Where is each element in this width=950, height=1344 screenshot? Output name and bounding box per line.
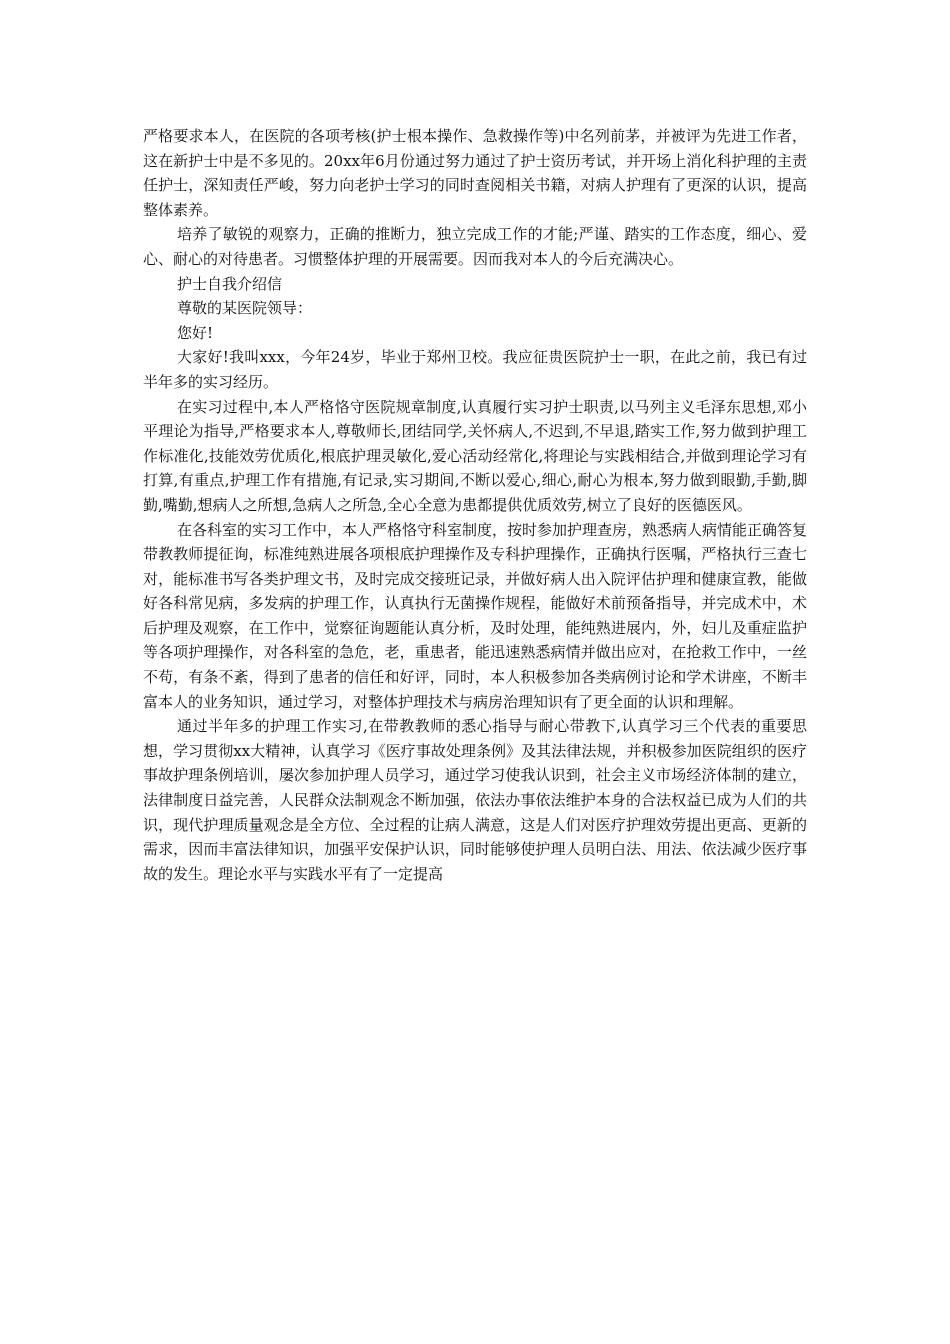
section-title: 护士自我介绍信	[177, 274, 283, 293]
paragraph-introduction: 大家好!我叫xxx，今年24岁，毕业于郑州卫校。我应征贵医院护士一职，在此之前，我已有过半年多的实习经历。	[143, 348, 807, 391]
paragraph-department-work: 在各科室的实习工作中，本人严格恪守科室制度，按时参加护理查房，熟悉病人病情能正确答复带教教师提征询，标准纯熟进展各项根底护理操作及专科护理操作，正确执行医嘱，严格执行三查七对，能标准书写各类护理文书，及时完成交接班记录，并做好病人出入院评估护理和健康宣教，能做好各科常见病，多发病的护理工作，认真执行无菌操作规程，能做好术前预备指导，并完成术中，术后护理及观察，在工作中，觉察征询题能认真分析，及时处理，能纯熟进展内，外，妇儿及重症监护等各项护理操作，对各科室的急危，老，重患者，能迅速熟悉病情并做出应对，在抢救工作中，一丝不苟，有条不紊，得到了患者的信任和好评，同时，本人积极参加各类病例讨论和学术讲座，不断丰富本人的业务知识，通过学习，对整体护理技术与病房治理知识有了更全面的认识和理解。	[143, 520, 808, 711]
paragraph-qualities: 培养了敏锐的观察力，正确的推断力，独立完成工作的才能;严谨、踏实的工作态度，细心、爱心、耐心的对待患者。习惯整体护理的开展需要。因而我对本人的今后充满决心。	[143, 225, 807, 268]
document-body	[143, 124, 807, 886]
paragraph-continuation: 严格要求本人，在医院的各项考核(护士根本操作、急救操作等)中名列前茅，并被评为先进工作者，这在新护士中是不多见的。20xx年6月份通过努力通过了护士资历考试，并开场上消化科护理的主责任护士，深知责任严峻，努力向老护士学习的同时查阅相关书籍，对病人护理有了更深的认识，提高整体素养。	[143, 127, 807, 219]
greeting: 您好!	[177, 323, 214, 342]
salutation: 尊敬的某医院领导：	[177, 299, 313, 318]
paragraph-learning: 通过半年多的护理工作实习,在带教教师的悉心指导与耐心带教下,认真学习三个代表的重要思想，学习贯彻xx大精神，认真学习《医疗事故处理条例》及其法律法规，并积极参加医院组织的医疗事故护理条例培训，屡次参加护理人员学习，通过学习使我认识到，社会主义市场经济体制的建立，法律制度日益完善，人民群众法制观念不断加强，依法办事依法维护本身的合法权益已成为人们的共识，现代护理质量观念是全方位、全过程的让病人满意，这是人们对医疗护理效劳提出更高、更新的需求，因而丰富法律知识，加强平安保护认识，同时能够使护理人员明白法、用法、依法减少医疗事故的发生。理论水平与实践水平有了一定提高	[143, 717, 807, 883]
paragraph-internship: 在实习过程中,本人严格恪守医院规章制度,认真履行实习护士职责,以马列主义毛泽东思想,邓小平理论为指导,严格要求本人,尊敬师长,团结同学,关怀病人,不迟到,不早退,踏实工作,努力做到护理工作标准化,技能效劳优质化,根底护理灵敏化,爱心活动经常化,将理论与实践相结合,并做到理论学习有打算,有重点,护理工作有措施,有记录,实习期间,不断以爱心,细心,耐心为根本,努力做到眼勤,手勤,脚勤,嘴勤,想病人之所想,急病人之所急,全心全意为患都提供优质效劳,树立了良好的医德医风。	[143, 397, 807, 514]
